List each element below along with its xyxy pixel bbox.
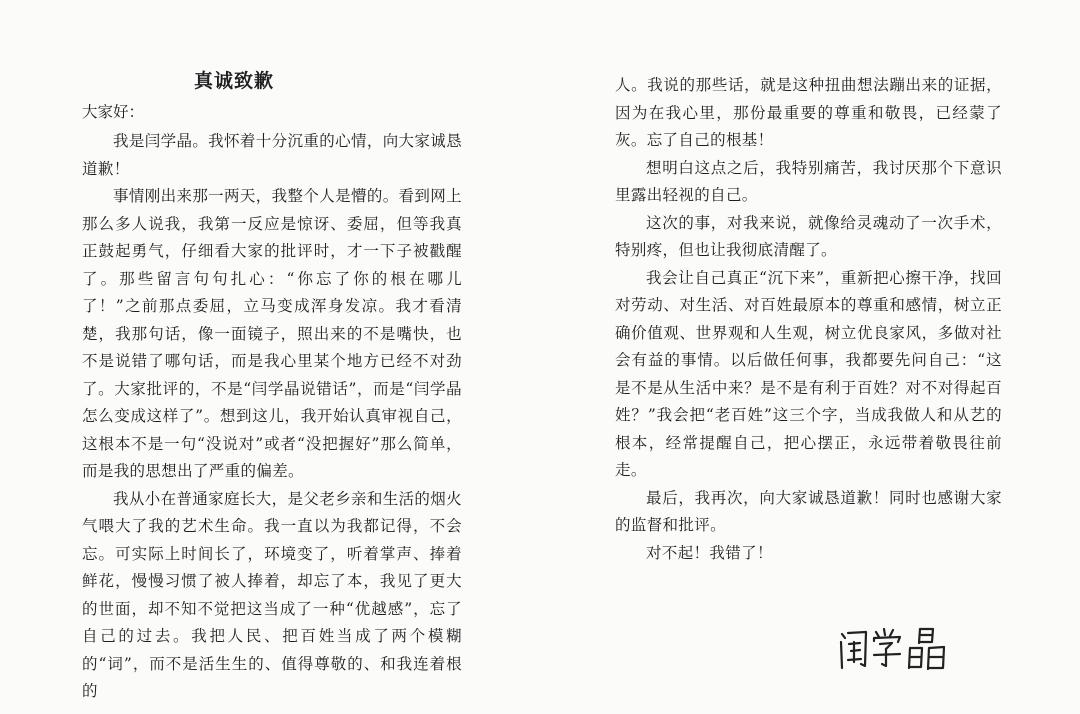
paragraph: 想明白这点之后，我特别痛苦，我讨厌那个下意识里露出轻视的自己。 [615,158,1002,204]
left-column [82,128,462,706]
paragraph: 我从小在普通家庭长大，是父老乡亲和生活的烟火气喂大了我的艺术生命。我一直以为我都记得，不会忘。可实际上时间长了，环境变了，听着掌声、捧着鲜花，慢慢习惯了被人捧着，却忘了本，我见了更大的世面，却不知不觉把这当成了一种“优越感”，忘了自己的过去。我把人民、把百姓当成了两个模糊的“词”，而不是活生生的、值得尊敬的、和我连着根的 [82,489,462,700]
paragraph: 我是闫学晶。我怀着十分沉重的心情，向大家诚恳道歉！ [82,132,462,178]
paragraph: 最后，我再次，向大家诚恳道歉！同时也感谢大家的监督和批评。 [615,488,1002,534]
paragraph: 事情刚出来那一两天，我整个人是懵的。看到网上那么多人说我，我第一反应是惊讶、委屈，但等我真正鼓起勇气，仔细看大家的批评时，才一下子被戳醒了。那些留言句句扎心：“你忘了你的根在哪儿了！”之前那点委屈，立马变成浑身发凉。我才看清楚，我那句话，像一面镜子，照出来的不是嘴快，也不是说错了哪句话，而是我心里某个地方已经不对劲了。大家批评的，不是“闫学晶说错话”，而是“闫学晶怎么变成这样了”。想到这儿，我开始认真审视自己，这根本不是一句“没说对”或者“没把握好”那么简单，而是我的思想出了严重的偏差。 [82,187,462,480]
paragraph: 这次的事，对我来说，就像给灵魂动了一次手术，特别疼，但也让我彻底清醒了。 [615,213,1002,259]
signature-strokes [836,624,956,676]
letter-title: 真诚致歉 [193,70,274,92]
handwritten-signature [836,624,956,676]
salutation: 大家好： [82,103,145,121]
paragraph: 对不起！我错了！ [646,543,773,562]
paragraph: 我会让自己真正“沉下来”，重新把心擦干净，找回对劳动、对生活、对百姓最原本的尊重和感情，树立正确价值观、世界观和人生观，树立优良家风，多做对社会有益的事情。以后做任何事，我都要先问自己：“这是不是从生活中来？是不是有利于百姓？对不对得起百姓？”我会把“老百姓”这三个字，当成我做人和从艺的根本，经常提醒自己，把心摆正，永远带着敬畏往前走。 [615,268,1002,479]
paragraph-continued: 人。我说的那些话，就是这种扭曲想法蹦出来的证据，因为在我心里，那份最重要的尊重和敬畏，已经蒙了灰。忘了自己的根基！ [615,76,1002,149]
right-column [615,72,1002,567]
